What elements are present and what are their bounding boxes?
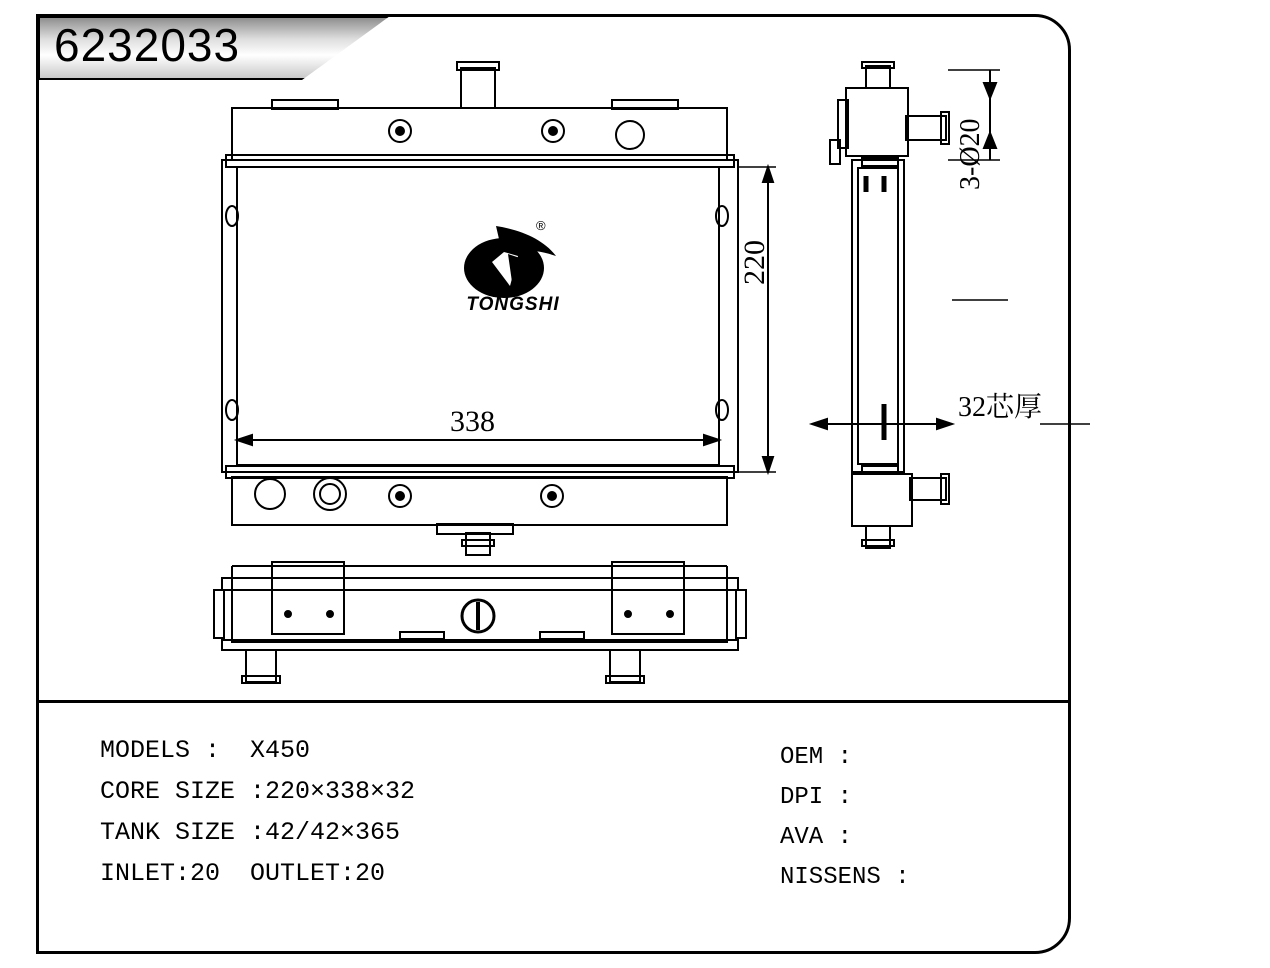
trademark-symbol: ® xyxy=(536,218,546,233)
dimension-core-thickness: 32芯厚 xyxy=(958,392,1043,423)
title-block-divider xyxy=(38,700,1069,703)
spec-tank-size: TANK SIZE :42/42×365 xyxy=(100,818,401,847)
specs-right-block xyxy=(780,738,910,898)
specs-left-block xyxy=(100,730,415,894)
spec-inlet-outlet: INLET:20 OUTLET:20 xyxy=(100,859,386,888)
dimension-height: 220 xyxy=(738,240,771,285)
spec-models: MODELS : X450 xyxy=(100,736,311,765)
spec-nissens: NISSENS : xyxy=(780,864,910,891)
spec-oem: OEM : xyxy=(780,744,853,771)
spec-core-size: CORE SIZE :220×338×32 xyxy=(100,777,416,806)
spec-dpi: DPI : xyxy=(780,784,853,811)
brand-name: TONGSHI xyxy=(466,294,560,315)
dimension-width: 338 xyxy=(450,405,495,438)
dimension-holes: 3-Ø20 xyxy=(955,118,986,190)
spec-ava: AVA : xyxy=(780,824,853,851)
part-number-label: 6232033 xyxy=(54,19,241,71)
